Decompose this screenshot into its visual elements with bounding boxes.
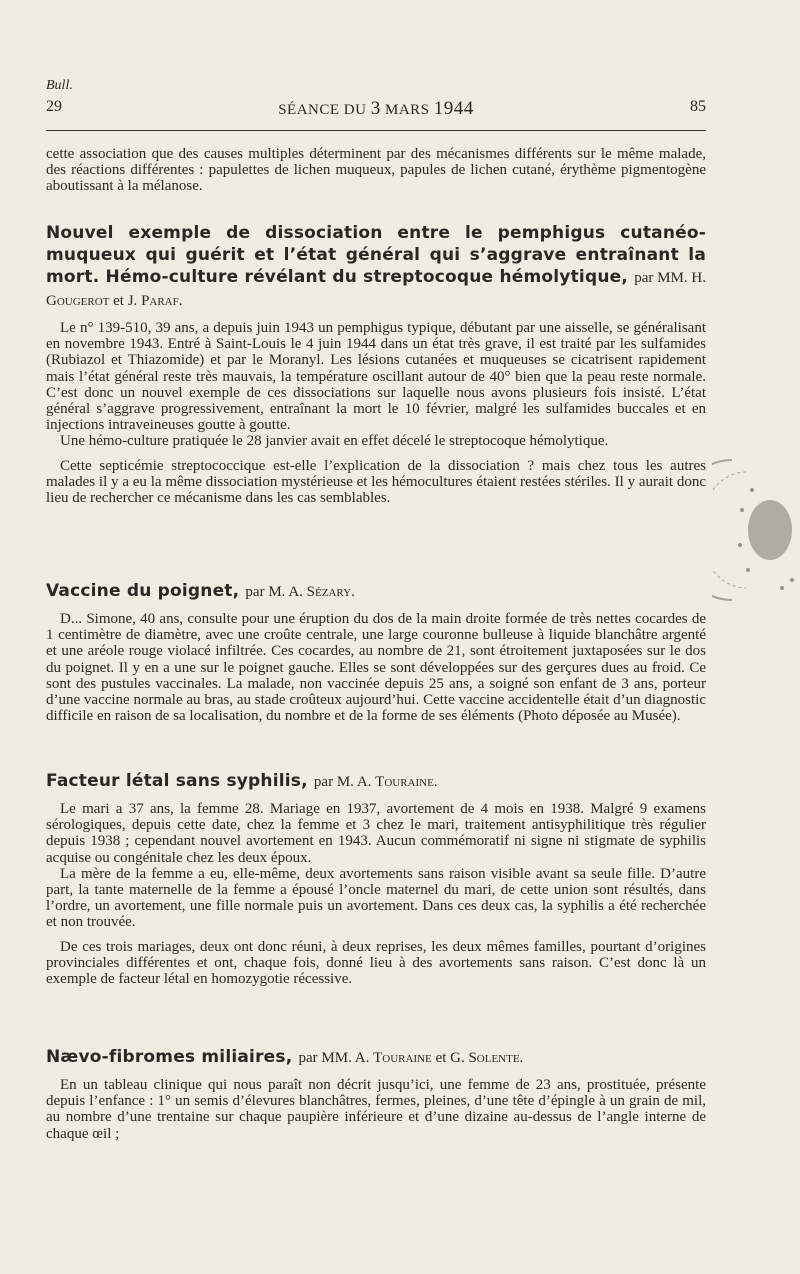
section-title: Nouvel exemple de dissociation entre le pemphigus cutanéo-muqueux qui guérit et l’état général qui s’aggrave entraînant la mort. Hémo-culture révélant du streptocoque hémolytique, (46, 223, 706, 287)
page-number: 85 (690, 98, 706, 115)
section-title: Nævo-fibromes miliaires, (46, 1047, 293, 1067)
author-name: Paraf. (141, 293, 183, 309)
section-facteur-letal (46, 770, 706, 987)
intro-block (46, 146, 706, 195)
session-title-pre: SÉANCE DU (278, 102, 367, 118)
paragraph: D... Simone, 40 ans, consulte pour une éruption du dos de la main droite formée de très nettes cocardes de 1 centimètre de diamètre, avec une croûte centrale, une large couronne bulleuse à liquide blanchâtre argenté et une aréole rouge violacé infiltrée. Ces cocardes, au nombre de 21, sont étroitement juxtaposées sur le dos du poignet. Il y en a une sur le poignet gauche. Elles se sont développées sur des gerçures dues au froid. Ce sont des pustules vaccinales. La malade, non vaccinée depuis 25 ans, a soigné son enfant de 3 ans, porteur d’une vaccine normale au bras, au stade croûteux aujourd’hui. Cette vaccine accidentelle était d’un diagnostic difficile en raison de sa localisation, du nombre et de la forme de ses éléments (Photo déposée au Musée). (46, 611, 706, 725)
paragraph: En un tableau clinique qui nous paraît non décrit jusqu’ici, une femme de 23 ans, prostituée, présente depuis l’enfance : 1° un semis d’élevures blanchâtres, fermes, pleines, d’une tête d’épingle à un grain de mil, au nombre d’une trentaine sur chaque paupière inférieure et d’une dizaine au-dessus de l’angle interne de chaque œil ; (46, 1077, 706, 1142)
paragraph: De ces trois mariages, deux ont donc réuni, à deux reprises, les deux mêmes familles, pourtant d’origines provinciales différentes et ont, chaque fois, donné lieu à des avortements sans raison. C’est donc là un exemple de facteur létal en homozygotie récessive. (46, 938, 706, 988)
session-title-month: MARS (384, 102, 430, 118)
session-title (46, 98, 706, 120)
section-heading (46, 222, 706, 312)
author-name: Sézary. (306, 584, 355, 600)
intro-paragraph: cette association que des causes multiples déterminent par des mécanismes différents sur le même malade, des réactions différentes : papulettes de lichen muqueux, papules de lichen cutané, érythème pigmentogène aboutissant à la mélanose. (46, 146, 706, 195)
section-heading (46, 1046, 706, 1069)
author-name: Touraine. (375, 774, 438, 790)
section-byline: par MM. H. Gougerot et J. Paraf. (46, 270, 706, 309)
session-title-day: 3 (370, 98, 381, 119)
section-byline: par M. A. Sézary. (245, 584, 355, 600)
section-byline: par M. A. Touraine. (313, 774, 438, 790)
journal-abbrev: Bull. (46, 78, 73, 93)
paragraph: Le n° 139-510, 39 ans, a depuis juin 1943 un pemphigus typique, débutant par une aisselle, se généralisant en novembre 1943. Entré à Saint-Louis le 4 juin 1944 dans un état très grave, il est traité par les sulfamides (Rubiazol et Thiazomide) et par le Moranyl. Les lésions cutanées et muqueuses se cicatrisent rapidement mais l’état général reste très mauvais, la température oscillant autour de 40° bien que la peau reste normale. C’est donc un nouvel exemple de ces dissociations sur laquelle nous avons plusieurs fois insisté. L’état général s’aggrave progressivement, entraînant la mort le 10 février, malgré les sulfamides buccales et en injections intraveineuses goutte à goutte. (46, 320, 706, 434)
paragraph: La mère de la femme a eu, elle-même, deux avortements sans raison visible avant sa seule fille. D’autre part, la tante maternelle de la femme a épousé l’oncle maternel du mari, de cette union sont résultés, dans l’ordre, un avortement, une fille normale puis un avortement. Dans ces deux cas, la syphilis a été recherchée et non trouvée. (46, 865, 706, 931)
section-title: Vaccine du poignet, (46, 581, 240, 601)
paragraph: Une hémo-culture pratiquée le 28 janvier avait en effet décelé le streptocoque hémolytique. (60, 433, 609, 450)
section-title: Facteur létal sans syphilis, (46, 771, 308, 791)
author-name: Solente. (468, 1050, 524, 1066)
running-head (46, 98, 706, 122)
section-byline: par MM. A. Touraine et G. Solente. (298, 1050, 524, 1066)
author-name: Touraine (373, 1050, 432, 1066)
library-stamp-icon (712, 450, 800, 610)
author-name: Gougerot (46, 293, 110, 309)
section-heading (46, 580, 706, 603)
paragraph: Cette septicémie streptococcique est-elle l’explication de la dissociation ? mais chez tous les autres malades il y a eu la même dissociation mystérieuse et les hémocultures étaient restées stériles. Il y aurait donc lieu de rechercher ce mécanisme dans les cas semblables. (46, 457, 706, 507)
section-naevo-fibromes (46, 1046, 706, 1142)
section-vaccine (46, 580, 706, 724)
session-title-year: 1944 (433, 98, 474, 119)
header-rule (46, 130, 706, 131)
paragraph: Le mari a 37 ans, la femme 28. Mariage en 1937, avortement de 4 mois en 1938. Malgré 9 examens sérologiques, depuis cette date, chez la femme et 3 chez le mari, traitement antisyphilitique très régulier depuis 1938 ; cependant nouvel avortement en 1943. Aucun commémoratif ni signe ni stigmate de syphilis acquise ou congénitale chez les deux époux. (46, 801, 706, 866)
section-pemphigus (46, 222, 706, 506)
line-number: 29 (46, 98, 62, 115)
section-heading (46, 770, 706, 793)
